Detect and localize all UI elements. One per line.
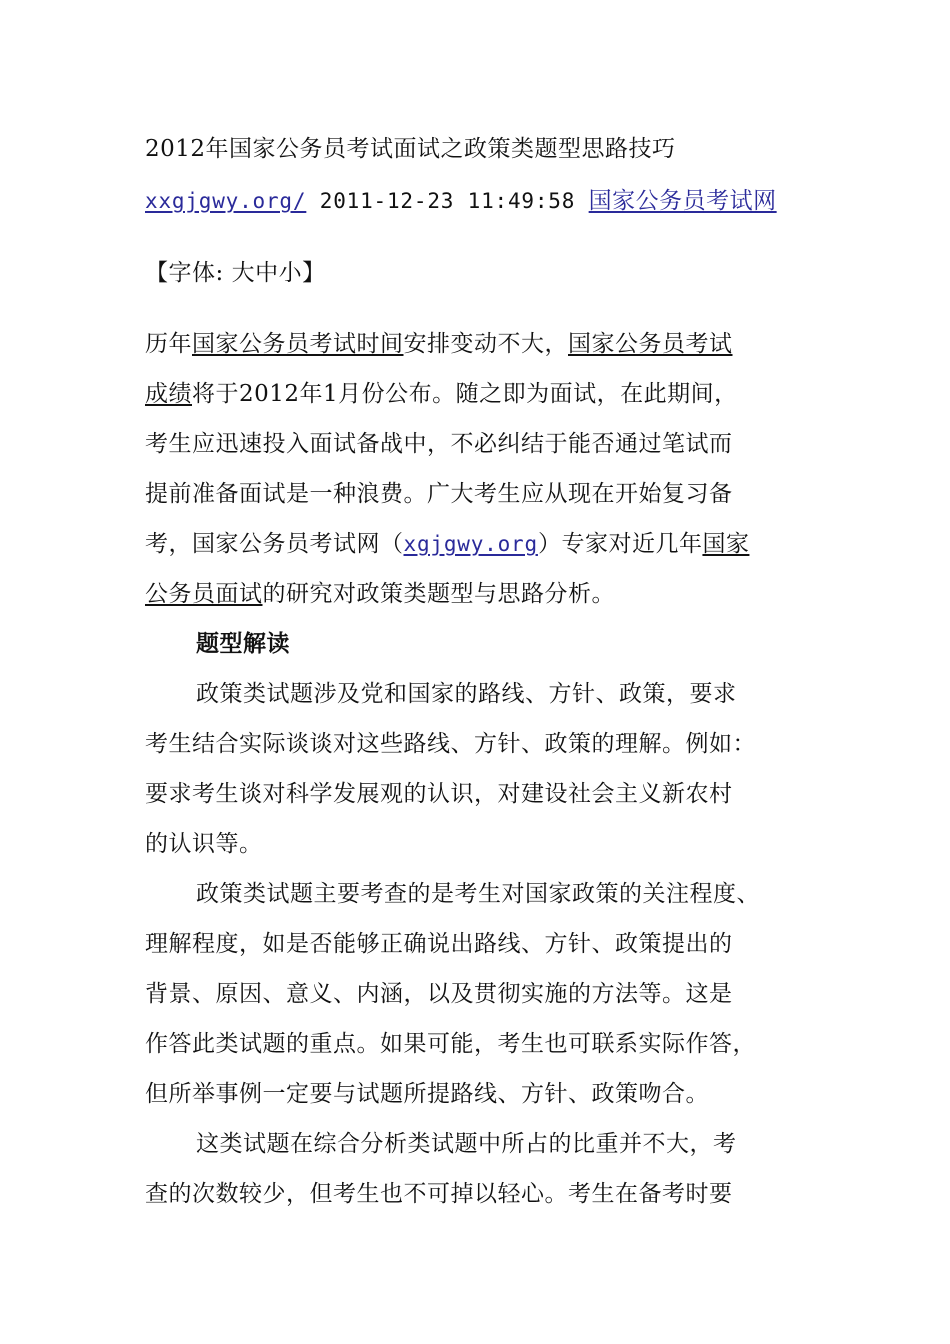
exam-score-link[interactable]: 国家公务员考试 — [568, 331, 733, 357]
para2-line: 背景、原因、意义、内涵，以及贯彻实施的方法等。这是 — [145, 981, 733, 1007]
source-link[interactable]: xxgjgwy.org/ — [145, 189, 307, 213]
font-size-suffix: 】 — [302, 260, 326, 286]
para2-line: 但所举事例一定要与试题所提路线、方针、政策吻合。 — [145, 1081, 709, 1107]
interview-link[interactable]: 国家 — [702, 531, 750, 557]
para1-line: 要求考生谈对科学发展观的认识，对建设社会主义新农村 — [145, 781, 733, 807]
article-meta — [145, 185, 777, 217]
intro-line-2 — [145, 378, 738, 410]
article-title: 2012年国家公务员考试面试之政策类题型思路技巧 — [145, 136, 676, 162]
font-size-selector — [145, 257, 326, 289]
intro-text: ）专家对近几年 — [537, 531, 703, 557]
intro-text: 历年 — [145, 331, 192, 357]
font-size-options[interactable]: 大中小 — [231, 260, 303, 286]
font-size-prefix: 【字体: — [145, 260, 232, 286]
intro-line-1 — [145, 328, 733, 360]
publish-datetime: 2011-12-23 11:49:58 — [306, 189, 589, 213]
section-heading: 题型解读 — [196, 630, 290, 657]
para2-line: 政策类试题主要考查的是考生对国家政策的关注程度、 — [196, 881, 760, 907]
intro-line-6 — [145, 578, 615, 610]
para3-line: 查的次数较少，但考生也不可掉以轻心。考生在备考时要 — [145, 1181, 733, 1207]
para1-line: 政策类试题涉及党和国家的路线、方针、政策，要求 — [196, 681, 737, 707]
intro-text: 考，国家公务员考试网（ — [145, 531, 404, 557]
site-link[interactable]: 国家公务员考试网 — [588, 188, 777, 214]
para2-line: 作答此类试题的重点。如果可能，考生也可联系实际作答， — [145, 1031, 756, 1057]
intro-text: 的研究对政策类题型与思路分析。 — [262, 581, 615, 607]
site-domain-link[interactable]: xgjgwy.org — [403, 532, 538, 556]
intro-line-3: 考生应迅速投入面试备战中，不必纠结于能否通过笔试而 — [145, 431, 733, 457]
intro-text: 安排变动不大， — [403, 331, 568, 357]
exam-score-link-cont[interactable]: 成绩 — [145, 381, 192, 407]
exam-time-link[interactable]: 国家公务员考试时间 — [192, 331, 404, 357]
para1-line: 的认识等。 — [145, 831, 263, 857]
interview-link-cont[interactable]: 公务员面试 — [145, 581, 263, 607]
intro-line-4: 提前准备面试是一种浪费。广大考生应从现在开始复习备 — [145, 481, 733, 507]
para3-line: 这类试题在综合分析类试题中所占的比重并不大，考 — [196, 1131, 737, 1157]
para1-line: 考生结合实际谈谈对这些路线、方针、政策的理解。例如： — [145, 731, 756, 757]
intro-line-5 — [145, 528, 749, 560]
para2-line: 理解程度，如是否能够正确说出路线、方针、政策提出的 — [145, 931, 733, 957]
intro-text: 将于2012年1月份公布。随之即为面试，在此期间， — [192, 381, 738, 407]
